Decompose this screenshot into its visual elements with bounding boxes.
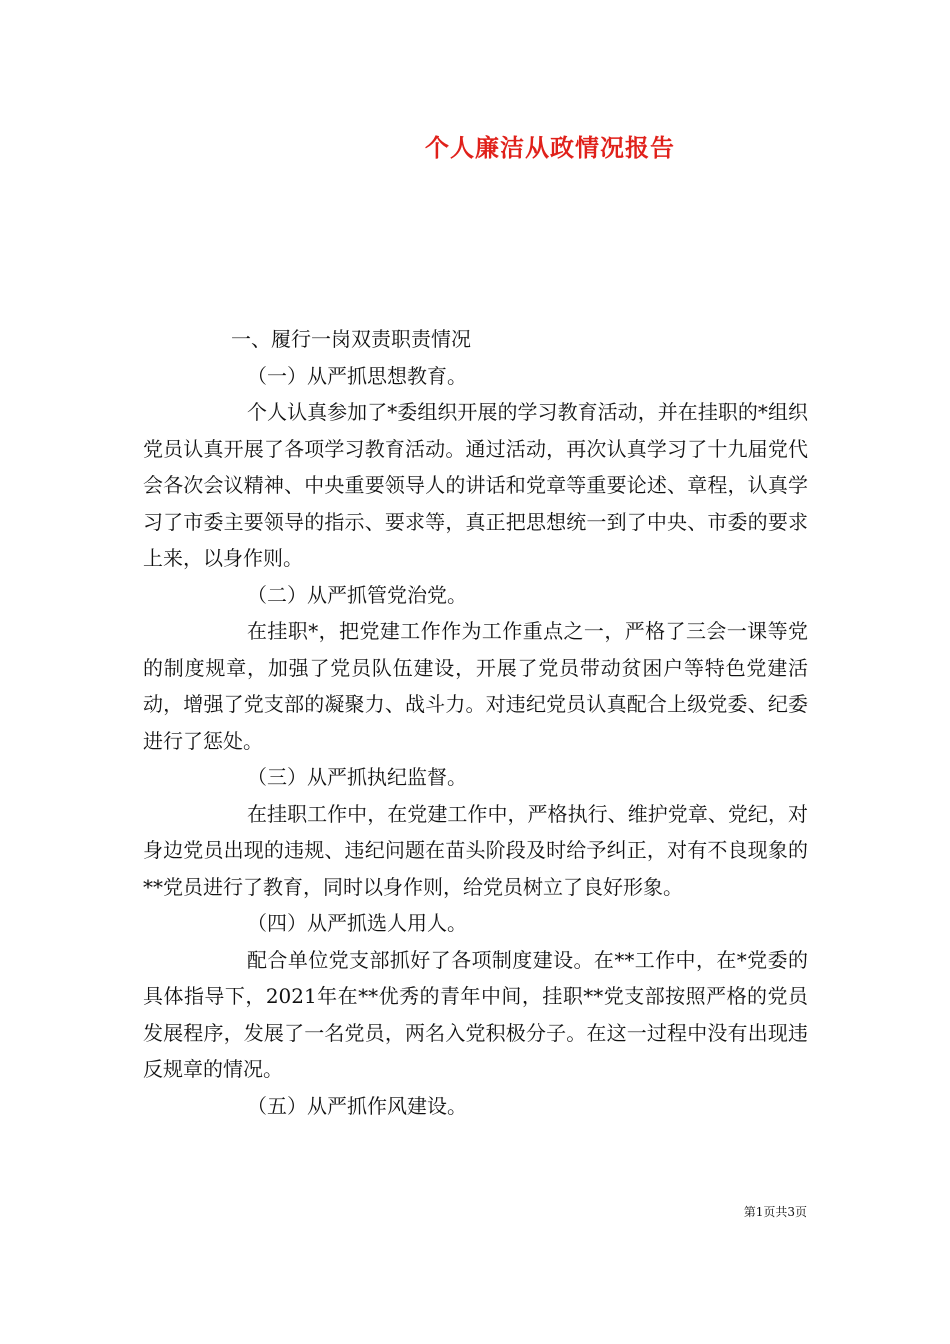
sub-heading-2: （二）从严抓管党治党。: [247, 582, 467, 607]
section-heading: 一、履行一岗双责职责情况: [231, 327, 471, 351]
sub-heading-5: （五）从严抓作风建设。: [247, 1093, 467, 1118]
paragraph-3: 在挂职工作中，在党建工作中，严格执行、维护党章、党纪，对身边党员出现的违规、违纪问题在苗头阶段及时给予纠正，对有不良现象的**党员进行了教育，同时以身作则，给党员树立了良好形象。: [143, 801, 808, 899]
paragraph-2: 在挂职*，把党建工作作为工作重点之一，严格了三会一课等党的制度规章，加强了党员队伍建设，开展了党员带动贫困户等特色党建活动，增强了党支部的凝聚力、战斗力。对违纪党员认真配合上级党委、纪委进行了惩处。: [143, 619, 808, 753]
document-body: [143, 321, 808, 1124]
page-number: 第1页共3页: [743, 1205, 807, 1219]
paragraph-4: 配合单位党支部抓好了各项制度建设。在**工作中，在*党委的具体指导下，2021年在**优秀的青年中间，挂职**党支部按照严格的党员发展程序，发展了一名党员，两名入党积极分子。在这一过程中没有出现违反规章的情况。: [143, 947, 808, 1081]
document-title: 个人廉洁从政情况报告: [425, 133, 675, 162]
sub-heading-4: （四）从严抓选人用人。: [247, 911, 467, 935]
sub-heading-1: （一）从严抓思想教育。: [247, 363, 467, 388]
sub-heading-3: （三）从严抓执纪监督。: [247, 765, 467, 789]
paragraph-1: 个人认真参加了*委组织开展的学习教育活动，并在挂职的*组织党员认真开展了各项学习教育活动。通过活动，再次认真学习了十九届党代会各次会议精神、中央重要领导人的讲话和党章等重要论述、章程，认真学习了市委主要领导的指示、要求等，真正把思想统一到了中央、市委的要求上来，以身作则。: [143, 400, 808, 570]
